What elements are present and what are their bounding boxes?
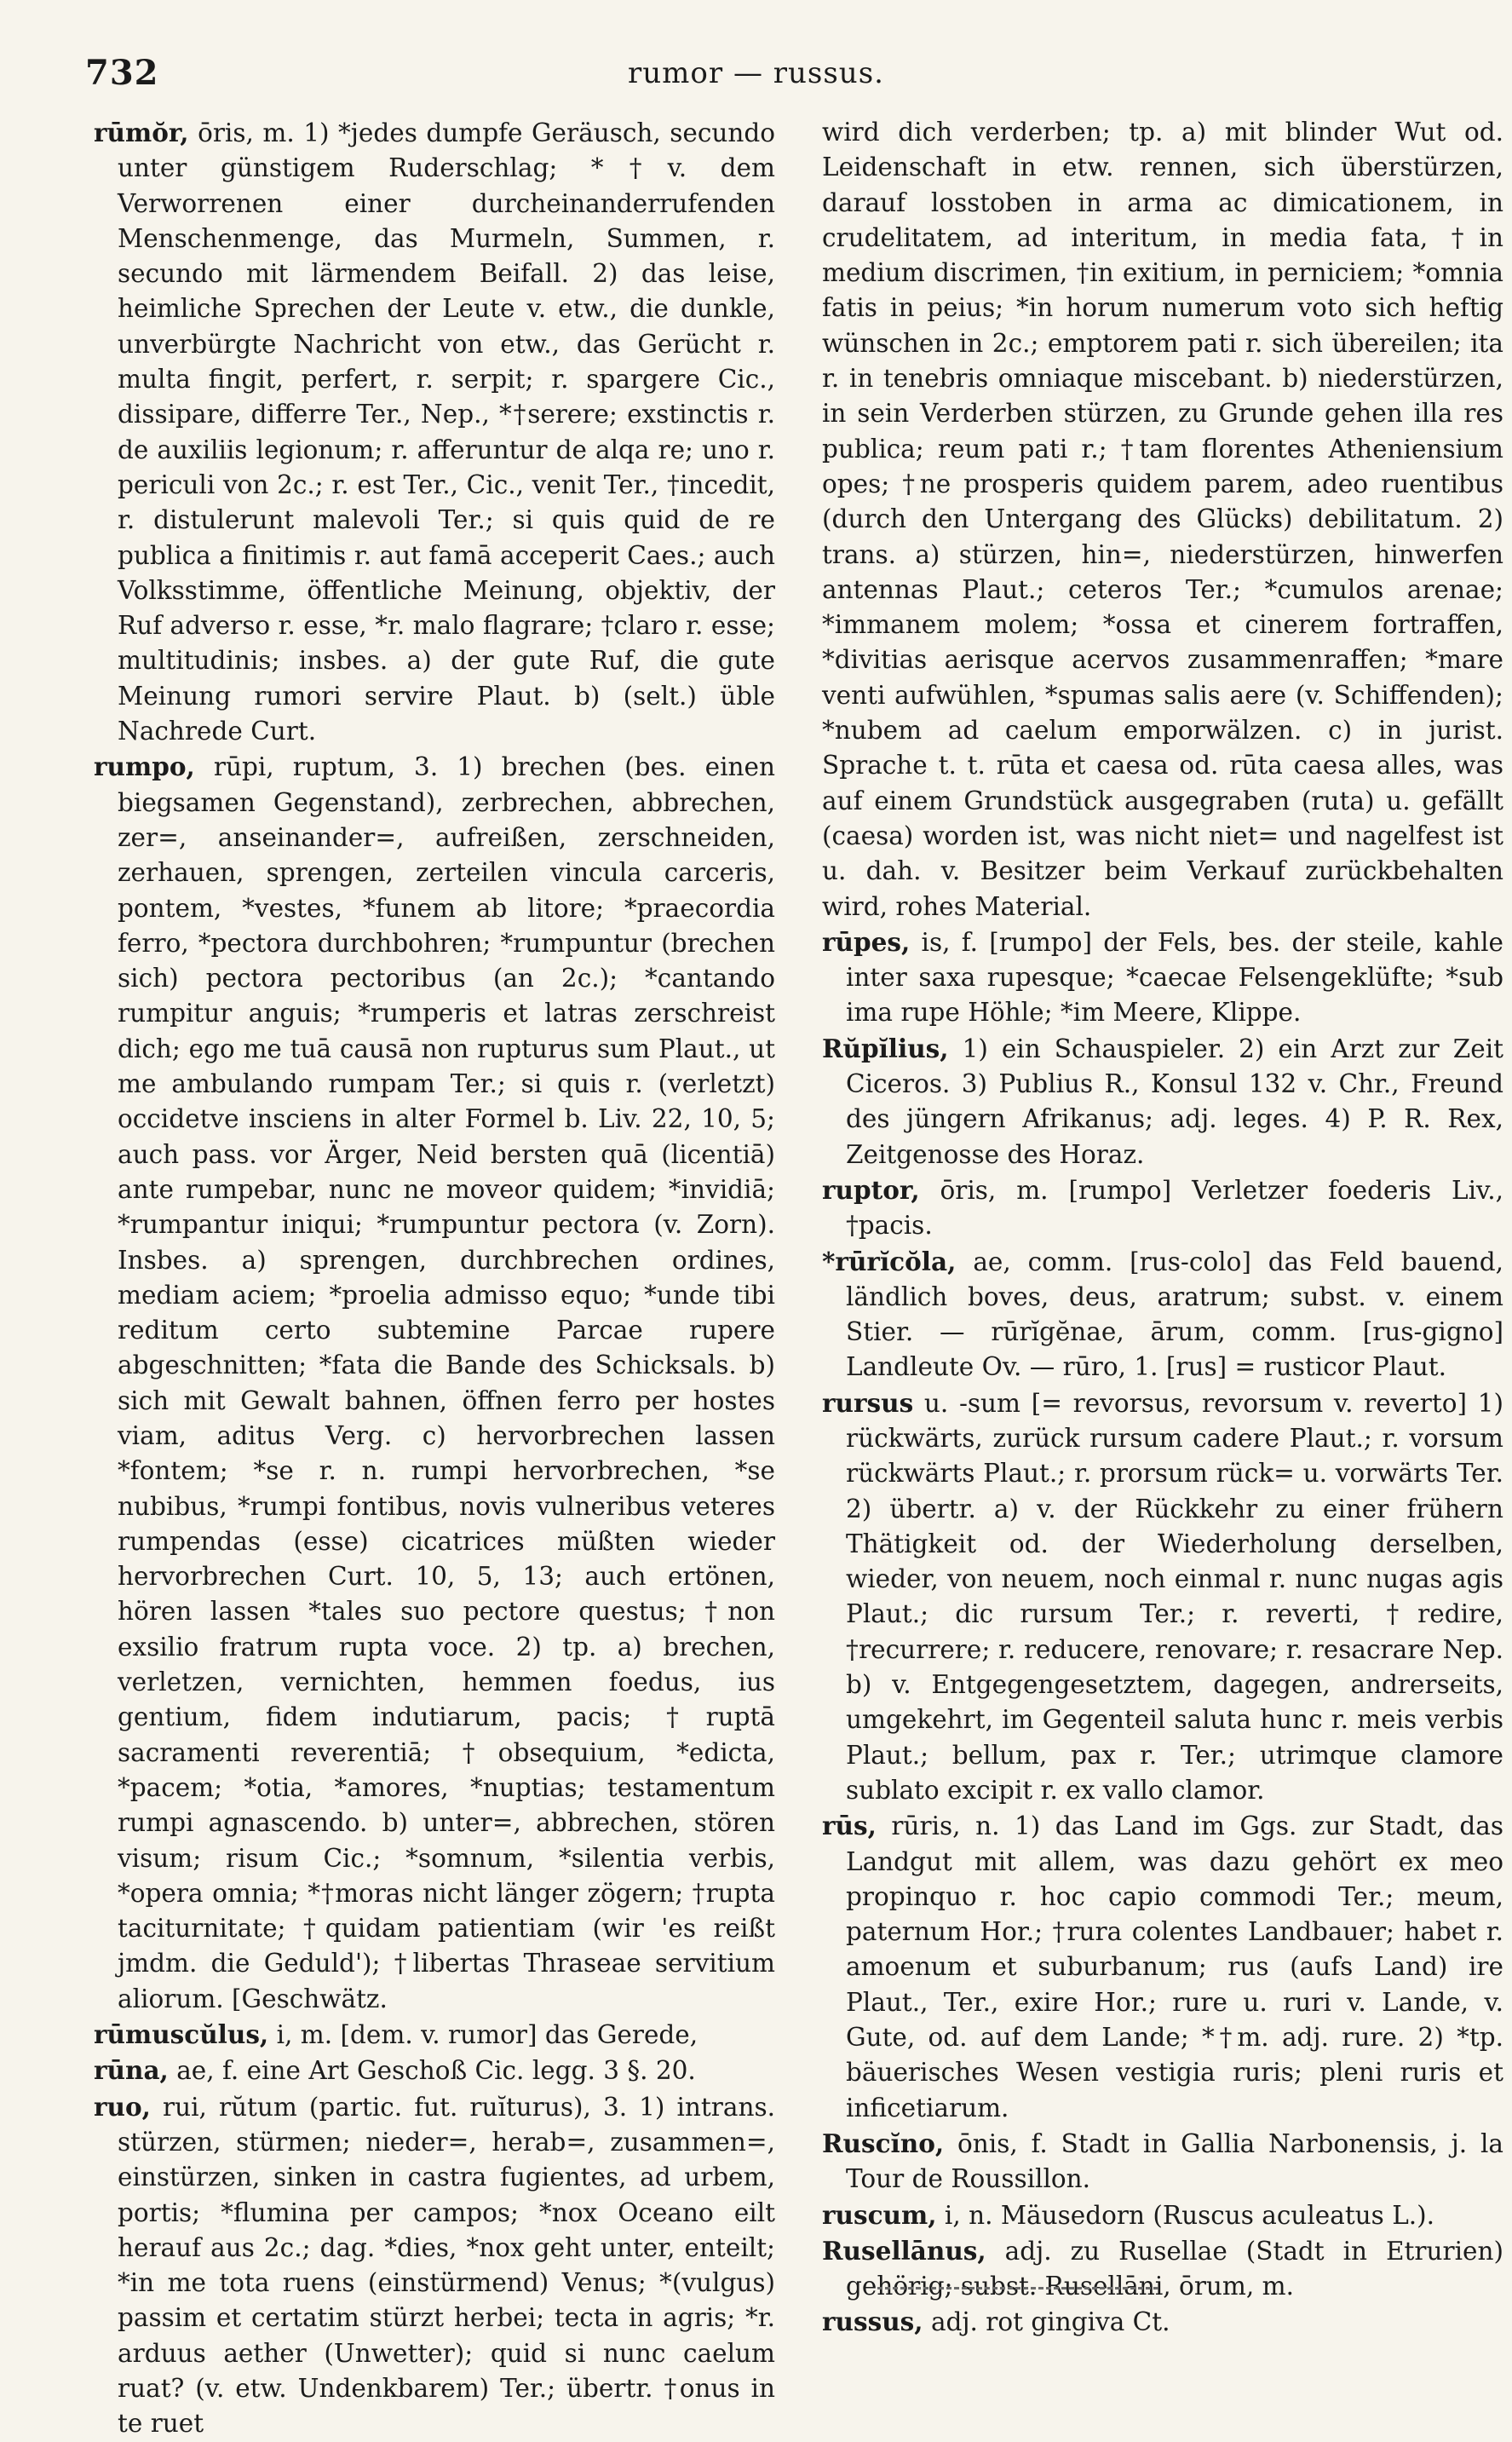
dictionary-entry [822,2126,1503,2197]
entry-headword: rumpo, [94,752,195,782]
entry-text: i, m. [dem. v. rumor] das Gerede, [276,2020,699,2050]
entry-text: ae, f. eine Art Geschoß Cic. legg. 3 §. 20. [176,2056,696,2086]
dictionary-entry [822,2233,1503,2305]
entry-text: wird dich verderben; tp. a) mit blinder Wut od. Leidenschaft in etw. rennen, sich überstürzen, darauf losstoben in arma ac dimicationem, in crudelitatem, ad interitum, in media fata, †in medium discrimen, †in exitium, in perniciem; *omnia fatis in peius; *in horum numerum voto sich heftig wünschen in 2c.; emptorem pati r. sich übereilen; ita r. in tenebris omniaque miscebant. b) niederstürzen, in sein Verderben stürzen, zu Grunde gehen illa res publica; reum pati r.; †tam florentes Atheniensium opes; †ne prosperis quidem parem, adeo ruentibus (durch den Untergang des Glücks) debilitatum. 2) trans. a) stürzen, hin=, niederstürzen, hinwerfen antennas Plaut.; ceteros Ter.; *cumulos arenae; *immanem molem; *ossa et cinerem fortraffen, *divitias aerisque acervos zusammenraffen; *mare venti aufwühlen, *spumas salis aere (v. Schiffenden); *nubem ad caelum emporwälzen. c) in jurist. Sprache t. t. rūta et caesa od. rūta caesa alles, was auf einem Grundstück ausgegraben (ruta) u. gefällt (caesa) worden ist, was nicht niet= und nagelfest ist u. dah. v. Besitzer beim Verkauf zurückbehalten wird, rohes Material. [822,118,1503,921]
dictionary-entry [822,1172,1503,1244]
dictionary-entry [94,2053,775,2088]
entry-headword: ruptor, [822,1174,920,1205]
running-head: rumor — russus. [628,56,884,90]
entry-headword: Ruscĭno, [822,2128,945,2158]
entry-headword: Rusellānus, [822,2235,986,2266]
entry-text: 1) ein Schauspieler. 2) ein Arzt zur Zeit Ciceros. 3) Publius R., Konsul 132 v. Chr., Freund des jüngern Afrikanus; adj. leges. 4) P. R. Rex, Zeitgenosse des Horaz. [846,1034,1503,1169]
entry-text: ōris, m. [rumpo] Verletzer foederis Liv., †pacis. [846,1175,1503,1241]
entry-text: is, f. [rumpo] der Fels, bes. der steile, kahle inter saxa rupesque; *caecae Felsengeklüfte; *sub ima rupe Höhle; *im Meere, Klippe. [846,927,1503,1028]
entry-text: adj. rot gingiva Ct. [930,2307,1170,2337]
entry-text: u. -sum [= revorsus, revorsum v. reverto] 1) rückwärts, zurück rursum cadere Plaut.; r. vorsum rückwärts Plaut.; r. prorsum rück= u. vorwärts Ter. 2) übertr. a) v. der Rückkehr zu einer frühern Thätigkeit od. der Wiederholung derselben, wieder, von neuem, noch einmal r. nunc nugas agis Plaut.; dic rursum Ter.; r. reverti, †redire, †recurrere; r. reducere, renovare; r. resacrare Nep. b) v. Entgegengesetztem, dagegen, andrerseits, umgekehrt, im Gegenteil saluta hunc r. meis verbis Plaut.; bellum, pax r. Ter.; utrimque clamore sublato excipit r. ex vallo clamor. [846,1388,1503,1805]
dictionary-entry [94,749,775,2017]
entry-text: ae, comm. [rus-colo] das Feld bauend, ländlich boves, deus, aratrum; subst. v. einem Stier. — rūrĭgĕnae, ārum, comm. [rus-gigno] Landleute Ov. — rūro, 1. [rus] = rusticor Plaut. [846,1247,1503,1382]
page-header [85,53,1427,104]
dictionary-entry [822,1385,1503,1809]
entry-headword: rūs, [822,1811,877,1841]
right-column [822,115,1503,2337]
entry-headword: rūna, [94,2055,169,2086]
dictionary-entry [822,1031,1503,1172]
entry-headword: rursus [822,1387,914,1418]
entry-headword: rūmuscŭlus, [94,2019,269,2050]
entry-headword: rūpes, [822,926,911,957]
page-number: 732 [85,53,159,93]
entry-headword: russus, [822,2307,923,2337]
entry-headword: rūmŏr, [94,118,189,147]
dictionary-entry [94,2017,775,2053]
entry-text: adj. zu Rusellae (Stadt in Etrurien) gehörig; subst. Rusellāni, ōrum, m. [846,2236,1503,2301]
dictionary-entry [94,115,775,749]
entry-headword: *rūrĭcŏla, [822,1246,957,1276]
left-column [94,115,775,2439]
entry-text: rūpi, ruptum, 3. 1) brechen (bes. einen biegsamen Gegenstand), zerbrechen, abbrechen, zer=, anseinander=, aufreißen, zerschneiden, zerhauen, sprengen, zerteilen vincula carceris, pontem, *vestes, *funem ab litore; *praecordia ferro, *pectora durchbohren; *rumpuntur (brechen sich) pectora pectoribus (an 2c.); *cantando rumpitur anguis; *rumperis et latras zerschreist dich; ego me tuā causā non rupturus sum Plaut., ut me ambulando rumpam Ter.; si quis r. (verletzt) occidetve insciens in alter Formel b. Liv. 22, 10, 5; auch pass. vor Ärger, Neid bersten quā (licentiā) ante rumpebar, nunc ne moveor quidem; *invidiā; *rumpantur iniqui; *rumpuntur pectora (v. Zorn). Insbes. a) sprengen, durchbrechen ordines, mediam aciem; *proelia admisso equo; *unde tibi reditum certo subtemine Parcae rupere abgeschnitten; *fata die Bande des Schicksals. b) sich mit Gewalt bahnen, öffnen ferro per hostes viam, aditus Verg. c) hervorbrechen lassen *fontem; *se r. n. rumpi hervorbrechen, *se nubibus, *rumpi fontibus, novis vulneribus veteres rumpendas (esse) cicatrices müßten wieder hervorbrechen Curt. 10, 5, 13; auch ertönen, hören lassen *tales suo pectore questus; †non exsilio fratrum rupta voce. 2) tp. a) brechen, verletzen, vernichten, hemmen foedus, ius gentium, fidem indutiarum, pacis; †ruptā sacramenti reverentiā; †obsequium, *edicta, *pacem; *otia, *amores, *nuptias; testamentum rumpi agnascendo. b) unter=, abbrechen, stören visum; risum Cic.; *somnum, *silentia verbis, *opera omnia; *†moras nicht länger zögern; †rupta taciturnitate; †quidam patientiam (wir 'es reißt jmdm. die Geduld'); †libertas Thraseae servitium aliorum. [Geschwätz. [118,752,775,2013]
entry-text: ōnis, f. Stadt in Gallia Narbonensis, j. la Tour de Roussillon. [846,2128,1503,2194]
dictionary-entry [822,1808,1503,2126]
entry-headword: ruo, [94,2091,151,2122]
entry-text: i, n. Mäusedorn (Ruscus aculeatus L.). [944,2200,1435,2230]
entry-text: rūris, n. 1) das Land im Ggs. zur Stadt, das Landgut mit allem, was dazu gehört ex meo propinquo r. hoc capio commodi Ter.; meum, paternum Hor.; †rura colentes Landbauer; habet r. amoenum et suburbanum; rus (aufs Land) ire Plaut., Ter., exire Hor.; rure u. ruri v. Lande, v. Gute, od. auf dem Lande; *†m. adj. rure. 2) *tp. bäuerisches Wesen vestigia ruris; pleni ruris et inficetiarum. [846,1811,1503,2122]
dictionary-entry [822,2197,1503,2233]
entry-text: rui, rŭtum (partic. fut. ruĭturus), 3. 1) intrans. stürzen, stürmen; nieder=, herab=, zusammen=, einstürzen, sinken in castra fugientes, ad urbem, portis; *flumina per campos; *nox Oceano eilt herauf aus 2c.; dag. *dies, *nox geht unter, enteilt; *in me tota ruens (einstürmend) Venus; *(vulgus) passim et certatim stürzt herbei; tecta in agris; *r. arduus aether (Unwetter); quid si nunc caelum ruat? (v. etw. Undenkbarem) Ter.; übertr. †onus in te ruet [118,2092,775,2439]
entry-text: ōris, m. 1) *jedes dumpfe Geräusch, secundo unter günstigem Ruderschlag; *†v. dem Verworrenen einer durcheinanderrufenden Menschenmenge, das Murmeln, Summen, r. secundo mit lärmendem Beifall. 2) das leise, heimliche Sprechen der Leute v. etw., die dunkle, unverbürgte Nachricht von etw., das Gerücht r. multa fingit, perfert, r. serpit; r. spargere Cic., dissipare, differre Ter., Nep., *†serere; exstinctis r. de auxiliis legionum; r. afferuntur de alqa re; uno r. periculi von 2c.; r. est Ter., Cic., venit Ter., †incedit, r. distulerunt malevoli Ter.; si quis quid de re publica a finitimis r. aut famā acceperit Caes.; auch Volksstimme, öffentliche Meinung, objektiv, der Ruf adverso r. esse, *r. malo flagrare; †claro r. esse; multitudinis; insbes. a) der gute Ruf, die gute Meinung rumori servire Plaut. b) (selt.) üble Nachrede Curt. [118,118,775,746]
dictionary-entry [94,2089,775,2442]
bottom-rule [877,2287,1158,2289]
dictionary-entry [822,2304,1503,2340]
dictionary-entry [822,115,1503,924]
dictionary-entry [822,1244,1503,1385]
dictionary-entry [822,924,1503,1031]
entry-headword: Rŭpĭlius, [822,1033,949,1063]
entry-headword: ruscum, [822,2199,937,2230]
